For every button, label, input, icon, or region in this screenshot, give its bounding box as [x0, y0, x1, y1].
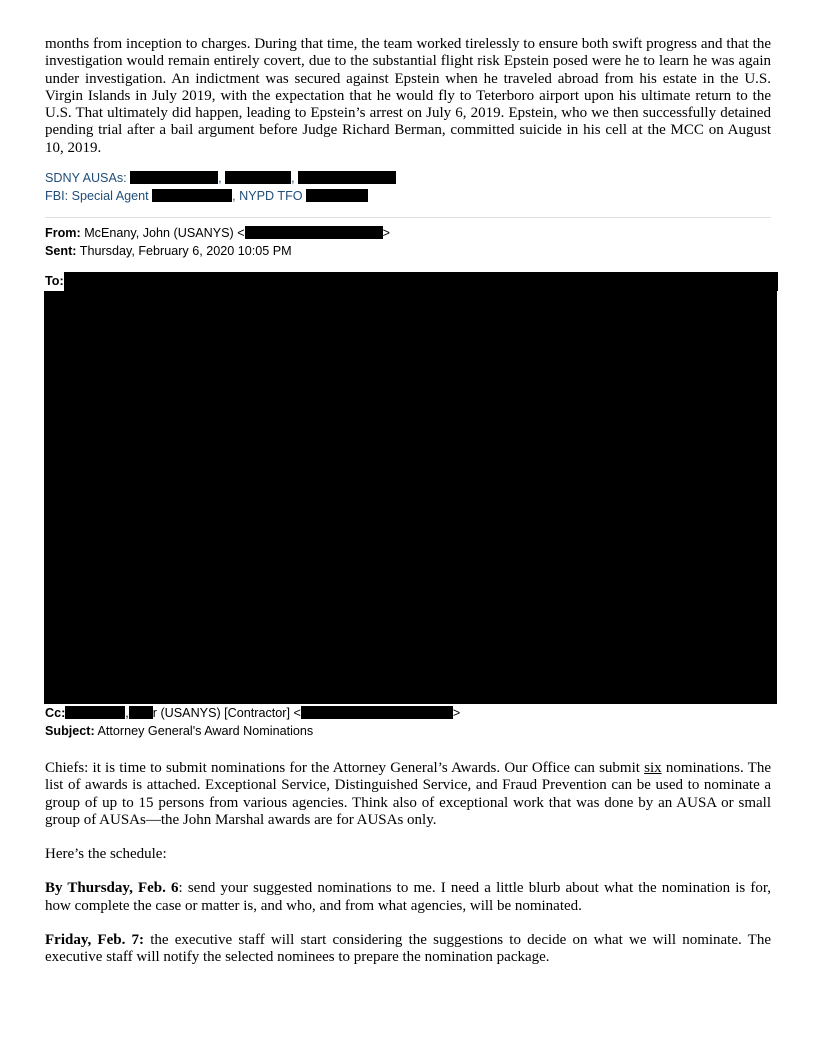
email-header	[45, 224, 771, 260]
redaction-block	[225, 171, 291, 184]
redaction-block	[129, 706, 153, 719]
from-line	[45, 224, 771, 242]
agent-line	[45, 187, 771, 205]
intro-paragraph: months from inception to charges. During that time, the team worked tirelessly to ensure both swift progress and that the investigation would remain entirely covert, due to the substantial flight risk Epstein posed were he to learn he was again under investigation. An indictment was secured against Epstein when he traveled abroad from his estate in the U.S. Virgin Islands in July 2019, with the expectation that he would fly to Teterboro airport upon his ultimate return to the U.S. That ultimately did happen, leading to Epstein’s arrest on July 6, 2019. Epstein, who we then successfully detained pending trial after a bail argument before Judge Richard Berman, committed suicide in his cell at the MCC on August 10, 2019.	[45, 36, 771, 156]
redaction-block	[130, 171, 218, 184]
email-page	[45, 36, 771, 260]
to-redaction	[64, 272, 778, 291]
redaction-block	[65, 706, 125, 719]
separator: ,	[291, 171, 295, 186]
ausa-label: SDNY AUSAs:	[45, 171, 127, 186]
body-paragraph-3	[45, 880, 771, 915]
redaction-block	[298, 171, 396, 184]
nypd-label: NYPD TFO	[239, 189, 303, 204]
body-paragraph-2: Here’s the schedule:	[45, 846, 167, 863]
emphasis-six: six	[644, 760, 662, 776]
subject-label: Subject:	[45, 724, 95, 738]
from-close: >	[382, 226, 390, 241]
separator: ,	[218, 171, 222, 186]
cc-close: >	[452, 706, 461, 720]
redaction-block	[245, 226, 383, 239]
sent-value: Thursday, February 6, 2020 10:05 PM	[79, 244, 292, 259]
to-label: To:	[45, 274, 64, 288]
body-text: the executive staff will start considering the suggestions to decide on what we will nominate. The executive staff will notify the selected nominees to prepare the nomination package.	[45, 932, 771, 966]
subject-line	[45, 722, 771, 740]
body-text: nominations. The list of awards is attached. Exceptional Service, Distinguished Service, and Fraud Prevention can be used to nominate a group of up to 15 persons from various agencies. Think also of exceptional work that was done by an AUSA or small group of AUSAs—the John Marshal awards are for AUSAs only.	[45, 760, 771, 828]
schedule-date: Friday, Feb. 7:	[45, 932, 145, 949]
body-paragraph-1	[45, 760, 771, 829]
recipients-redaction	[44, 291, 777, 704]
body-text: : send your suggested nominations to me. I need a little blurb about what the nomination is for, how complete the case or matter is, and who, and from what agencies, will be nominated.	[45, 880, 771, 914]
schedule-date: By Thursday, Feb. 6	[45, 880, 179, 897]
subject-value: Attorney General's Award Nominations	[97, 724, 314, 738]
cc-value: r (USANYS) [Contractor] <	[152, 706, 301, 720]
sent-line	[45, 242, 771, 260]
ausa-line	[45, 169, 771, 187]
from-value: McEnany, John (USANYS) <	[84, 226, 245, 241]
redaction-block	[152, 189, 232, 202]
header-divider	[45, 217, 771, 218]
cc-separator: ,	[125, 706, 129, 720]
to-line	[45, 272, 64, 290]
body-paragraph-4	[45, 932, 771, 967]
body-text: Chiefs: it is time to submit nominations for the Attorney General’s Awards. Our Office can submit	[45, 760, 645, 776]
team-list	[45, 169, 771, 205]
cc-label: Cc:	[45, 706, 66, 720]
email-header-lower	[45, 704, 771, 740]
from-label: From:	[45, 226, 81, 241]
redaction-block	[306, 189, 368, 202]
fbi-label: FBI: Special Agent	[45, 189, 149, 204]
cc-line	[45, 704, 771, 722]
sent-label: Sent:	[45, 244, 77, 259]
redaction-block	[301, 706, 453, 719]
email-body	[45, 760, 771, 984]
separator: ,	[232, 189, 236, 204]
